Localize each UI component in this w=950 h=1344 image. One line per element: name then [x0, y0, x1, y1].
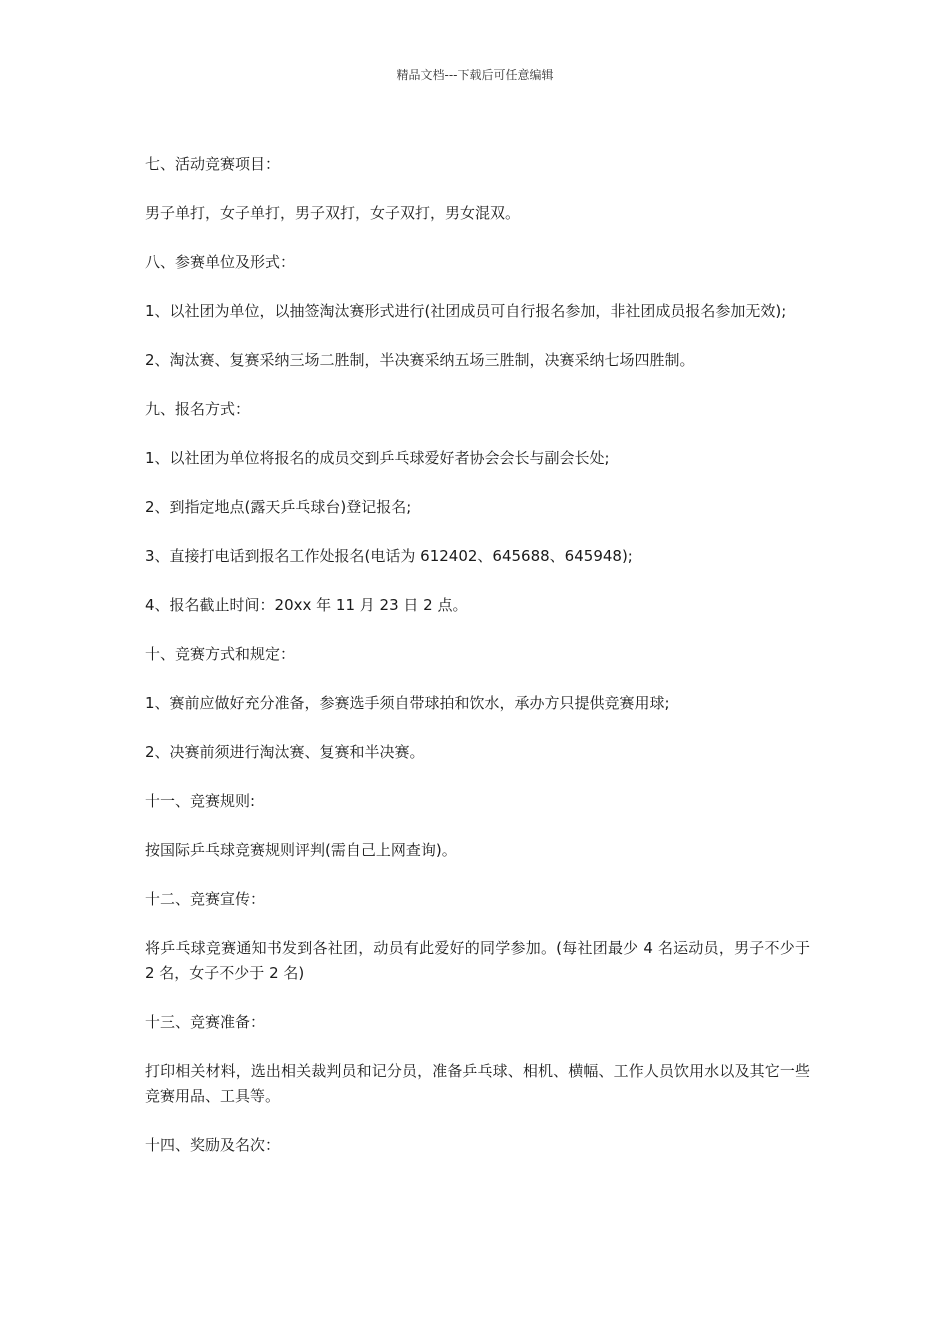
section-heading-promotion: 十二、竞赛宣传：	[145, 890, 266, 908]
section-heading-participants: 八、参赛单位及形式：	[145, 253, 296, 271]
document-body	[145, 152, 810, 1158]
section-heading-awards: 十四、奖励及名次：	[145, 1136, 281, 1154]
paragraph-registration-2: 2、到指定地点(露天乒乓球台)登记报名;	[145, 498, 412, 516]
paragraph-rules: 按国际乒乓球竞赛规则评判(需自己上网查询)。	[145, 841, 457, 859]
section-heading-registration: 九、报名方式：	[145, 400, 251, 418]
paragraph-event-list: 男子单打，女子单打，男子双打，女子双打，男女混双。	[145, 204, 521, 222]
paragraph-format-1: 1、赛前应做好充分准备，参赛选手须自带球拍和饮水，承办方只提供竞赛用球;	[145, 694, 670, 712]
paragraph-registration-3: 3、直接打电话到报名工作处报名(电话为 612402、645688、645948);	[145, 547, 633, 565]
paragraph-registration-4: 4、报名截止时间：20xx 年 11 月 23 日 2 点。	[145, 596, 468, 614]
paragraph-registration-1: 1、以社团为单位将报名的成员交到乒乓球爱好者协会会长与副会长处;	[145, 449, 610, 467]
section-heading-activity-events: 七、活动竞赛项目：	[145, 155, 281, 173]
paragraph-participants-1: 1、以社团为单位，以抽签淘汰赛形式进行(社团成员可自行报名参加，非社团成员报名参加无效);	[145, 302, 787, 320]
section-heading-preparation: 十三、竞赛准备：	[145, 1013, 266, 1031]
section-heading-rules: 十一、竞赛规则:	[145, 792, 256, 810]
page-header: 精品文档---下载后可任意编辑	[396, 68, 554, 82]
paragraph-preparation: 打印相关材料，选出相关裁判员和记分员，准备乒乓球、相机、横幅、工作人员饮用水以及其它一些竞赛用品、工具等。	[145, 1062, 810, 1105]
section-heading-competition-format: 十、竞赛方式和规定：	[145, 645, 296, 663]
paragraph-format-2: 2、决赛前须进行淘汰赛、复赛和半决赛。	[145, 743, 425, 761]
paragraph-participants-2: 2、淘汰赛、复赛采纳三场二胜制，半决赛采纳五场三胜制，决赛采纳七场四胜制。	[145, 351, 695, 369]
paragraph-promotion: 将乒乓球竞赛通知书发到各社团，动员有此爱好的同学参加。(每社团最少 4 名运动员，男子不少于 2 名，女子不少于 2 名)	[145, 939, 810, 982]
